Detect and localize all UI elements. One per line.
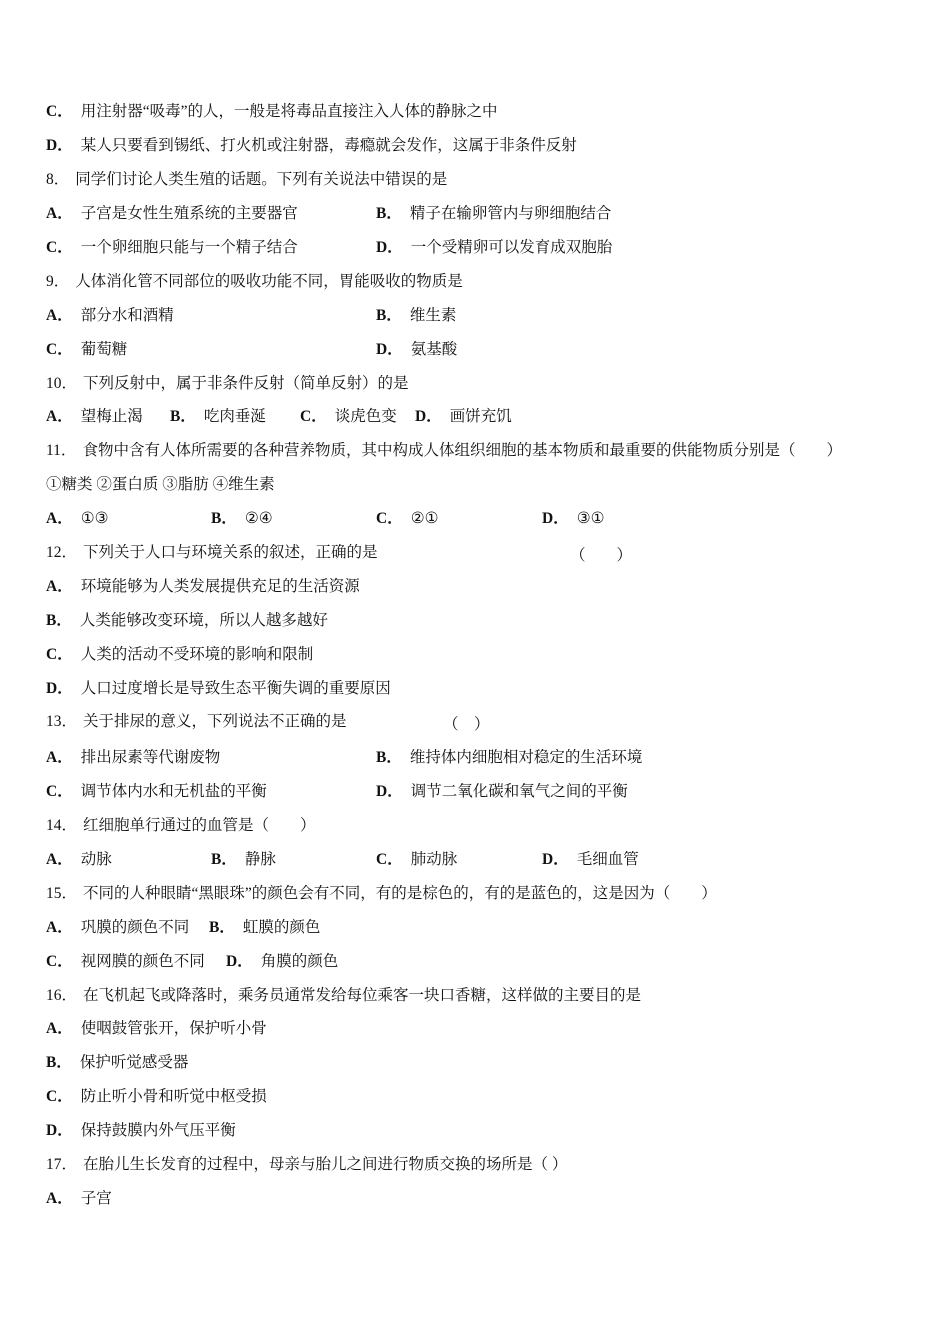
q8-option-b xyxy=(376,204,611,224)
option-text: 肺动脉 xyxy=(410,851,458,868)
question-text: 人体消化管不同部位的吸收功能不同，胃能吸收的物质是 xyxy=(75,273,463,290)
q16-option-b xyxy=(46,1053,188,1073)
option-label: D． xyxy=(542,851,569,868)
question-number: 8． xyxy=(46,171,70,188)
question-number: 15． xyxy=(46,885,78,902)
q12-option-c xyxy=(46,645,313,665)
question-number: 14． xyxy=(46,817,78,834)
option-label: B． xyxy=(211,510,237,527)
q13-option-d xyxy=(376,782,628,802)
q11-option-b xyxy=(211,509,273,529)
q11-option-d xyxy=(542,509,605,529)
option-label: D． xyxy=(226,953,253,970)
q17-option-a xyxy=(46,1189,112,1209)
option-label: B． xyxy=(211,851,237,868)
option-text: 一个卵细胞只能与一个精子结合 xyxy=(80,239,298,256)
option-label: A． xyxy=(46,205,73,222)
question-number: 9． xyxy=(46,273,70,290)
q13-option-c xyxy=(46,782,267,802)
option-label: A． xyxy=(46,578,73,595)
option-text: 虹膜的颜色 xyxy=(242,919,321,936)
option-text: 角膜的颜色 xyxy=(260,953,339,970)
q14-stem xyxy=(46,816,316,836)
q13-stem xyxy=(46,712,347,732)
option-label: D． xyxy=(376,341,403,358)
q9-option-a xyxy=(46,306,174,326)
option-label: C． xyxy=(376,510,403,527)
q8-stem xyxy=(46,170,447,190)
q15-option-b xyxy=(209,918,320,938)
option-label: A． xyxy=(46,851,73,868)
option-text: 子宫是女性生殖系统的主要器官 xyxy=(80,205,298,222)
option-label: C． xyxy=(46,783,73,800)
option-text: 调节体内水和无机盐的平衡 xyxy=(80,783,267,800)
option-label: C． xyxy=(46,646,73,663)
option-label: C． xyxy=(46,341,73,358)
q10-option-a xyxy=(46,407,143,427)
q14-option-c xyxy=(376,850,457,870)
option-label: A． xyxy=(46,408,73,425)
option-text: 静脉 xyxy=(244,851,276,868)
option-text: 一个受精卵可以发育成双胞胎 xyxy=(410,239,613,256)
option-text: 精子在输卵管内与卵细胞结合 xyxy=(409,205,612,222)
option-text: 某人只要看到锡纸、打火机或注射器，毒瘾就会发作，这属于非条件反射 xyxy=(80,137,577,154)
q9-stem xyxy=(46,272,463,292)
option-label: A． xyxy=(46,1190,73,1207)
option-text: 人类的活动不受环境的影响和限制 xyxy=(80,646,314,663)
item-list: ①糖类 ②蛋白质 ③脂肪 ④维生素 xyxy=(46,476,275,493)
question-number: 17． xyxy=(46,1156,78,1173)
option-label: D． xyxy=(415,408,442,425)
option-text: 葡萄糖 xyxy=(80,341,128,358)
option-label: B． xyxy=(46,612,72,629)
q16-option-c xyxy=(46,1087,267,1107)
option-text: 部分水和酒精 xyxy=(80,307,174,324)
q12-option-d xyxy=(46,679,391,699)
question-text: 下列反射中，属于非条件反射（简单反射）的是 xyxy=(83,375,409,392)
option-text: 望梅止渴 xyxy=(80,408,143,425)
option-text: 人口过度增长是导致生态平衡失调的重要原因 xyxy=(80,680,391,697)
q14-option-a xyxy=(46,850,112,870)
option-label: C． xyxy=(300,408,327,425)
option-label: D． xyxy=(376,239,403,256)
q7-option-d xyxy=(46,136,577,156)
q11-option-a xyxy=(46,509,109,529)
q9-option-b xyxy=(376,306,456,326)
option-label: B． xyxy=(376,749,402,766)
option-label: D． xyxy=(376,783,403,800)
option-text: 维生素 xyxy=(409,307,457,324)
question-number: 11． xyxy=(46,442,77,459)
question-number: 10． xyxy=(46,375,78,392)
option-text: 维持体内细胞相对稳定的生活环境 xyxy=(409,749,643,766)
option-label: D． xyxy=(46,137,73,154)
q10-stem xyxy=(46,374,409,394)
option-label: A． xyxy=(46,307,73,324)
q12-stem xyxy=(46,543,378,563)
option-label: C． xyxy=(46,953,73,970)
option-text: 吃肉垂涎 xyxy=(203,408,266,425)
q15-option-d xyxy=(226,952,338,972)
option-text: 使咽鼓管张开，保护听小骨 xyxy=(80,1020,267,1037)
q12-answer-blank: （ ） xyxy=(570,547,633,564)
option-text: ③① xyxy=(576,510,605,527)
option-text: 氨基酸 xyxy=(410,341,458,358)
option-label: A． xyxy=(46,1020,73,1037)
q15-option-a xyxy=(46,918,189,938)
option-label: A． xyxy=(46,510,73,527)
question-text: 不同的人种眼睛“黑眼珠”的颜色会有不同，有的是棕色的，有的是蓝色的，这是因为（ ） xyxy=(83,885,717,902)
option-label: A． xyxy=(46,919,73,936)
q14-option-d xyxy=(542,850,639,870)
q9-option-c xyxy=(46,340,127,360)
q10-option-c xyxy=(300,407,397,427)
option-label: C． xyxy=(46,239,73,256)
q8-option-a xyxy=(46,204,298,224)
option-text: 防止听小骨和听觉中枢受损 xyxy=(80,1088,267,1105)
question-text: 食物中含有人体所需要的各种营养物质，其中构成人体组织细胞的基本物质和最重要的供能物质分别是（ ） xyxy=(82,442,842,459)
question-number: 12． xyxy=(46,544,78,561)
question-text: 在飞机起飞或降落时，乘务员通常发给每位乘客一块口香糖，这样做的主要目的是 xyxy=(83,987,642,1004)
option-text: ②① xyxy=(410,510,439,527)
question-text: 下列关于人口与环境关系的叙述，正确的是 xyxy=(83,544,378,561)
q10-option-d xyxy=(415,407,512,427)
option-label: B． xyxy=(376,205,402,222)
option-label: B． xyxy=(376,307,402,324)
option-text: 子宫 xyxy=(80,1190,112,1207)
q7-option-c xyxy=(46,102,497,122)
option-label: C． xyxy=(376,851,403,868)
option-text: 毛细血管 xyxy=(576,851,639,868)
option-text: 谈虎色变 xyxy=(334,408,397,425)
q15-stem xyxy=(46,884,717,904)
q17-stem xyxy=(46,1155,567,1175)
option-text: 保护听觉感受器 xyxy=(79,1054,189,1071)
option-text: ②④ xyxy=(244,510,273,527)
q13-answer-blank: （ ） xyxy=(443,716,490,733)
question-number: 16． xyxy=(46,987,78,1004)
question-text: 关于排尿的意义，下列说法不正确的是 xyxy=(83,713,347,730)
option-text: 画饼充饥 xyxy=(449,408,512,425)
option-label: D． xyxy=(542,510,569,527)
q16-option-d xyxy=(46,1121,236,1141)
q10-option-b xyxy=(170,407,266,427)
option-text: 排出尿素等代谢废物 xyxy=(80,749,221,766)
q12-option-b xyxy=(46,611,328,631)
option-text: ①③ xyxy=(80,510,109,527)
q13-option-b xyxy=(376,748,642,768)
q9-option-d xyxy=(376,340,457,360)
option-label: B． xyxy=(209,919,235,936)
option-label: C． xyxy=(46,103,73,120)
q14-option-b xyxy=(211,850,276,870)
q8-option-d xyxy=(376,238,612,258)
option-text: 环境能够为人类发展提供充足的生活资源 xyxy=(80,578,360,595)
option-label: D． xyxy=(46,1122,73,1139)
q11-option-c xyxy=(376,509,439,529)
q16-option-a xyxy=(46,1019,267,1039)
option-label: B． xyxy=(46,1054,72,1071)
q11-stem xyxy=(46,441,842,461)
q15-option-c xyxy=(46,952,205,972)
q16-stem xyxy=(46,986,641,1006)
option-label: A． xyxy=(46,749,73,766)
option-text: 视网膜的颜色不同 xyxy=(80,953,205,970)
option-label: C． xyxy=(46,1088,73,1105)
option-text: 用注射器“吸毒”的人，一般是将毒品直接注入人体的静脉之中 xyxy=(80,103,498,120)
question-text: 同学们讨论人类生殖的话题。下列有关说法中错误的是 xyxy=(75,171,448,188)
option-text: 人类能够改变环境，所以人越多越好 xyxy=(79,612,328,629)
option-text: 动脉 xyxy=(80,851,112,868)
question-text: 红细胞单行通过的血管是（ ） xyxy=(83,817,316,834)
question-text: 在胎儿生长发育的过程中，母亲与胎儿之间进行物质交换的场所是（ ） xyxy=(83,1156,568,1173)
option-text: 保持鼓膜内外气压平衡 xyxy=(80,1122,236,1139)
q11-items xyxy=(46,475,275,495)
q12-option-a xyxy=(46,577,360,597)
option-label: D． xyxy=(46,680,73,697)
question-number: 13． xyxy=(46,713,78,730)
option-label: B． xyxy=(170,408,196,425)
q8-option-c xyxy=(46,238,298,258)
option-text: 调节二氧化碳和氧气之间的平衡 xyxy=(410,783,628,800)
q13-option-a xyxy=(46,748,220,768)
option-text: 巩膜的颜色不同 xyxy=(80,919,190,936)
